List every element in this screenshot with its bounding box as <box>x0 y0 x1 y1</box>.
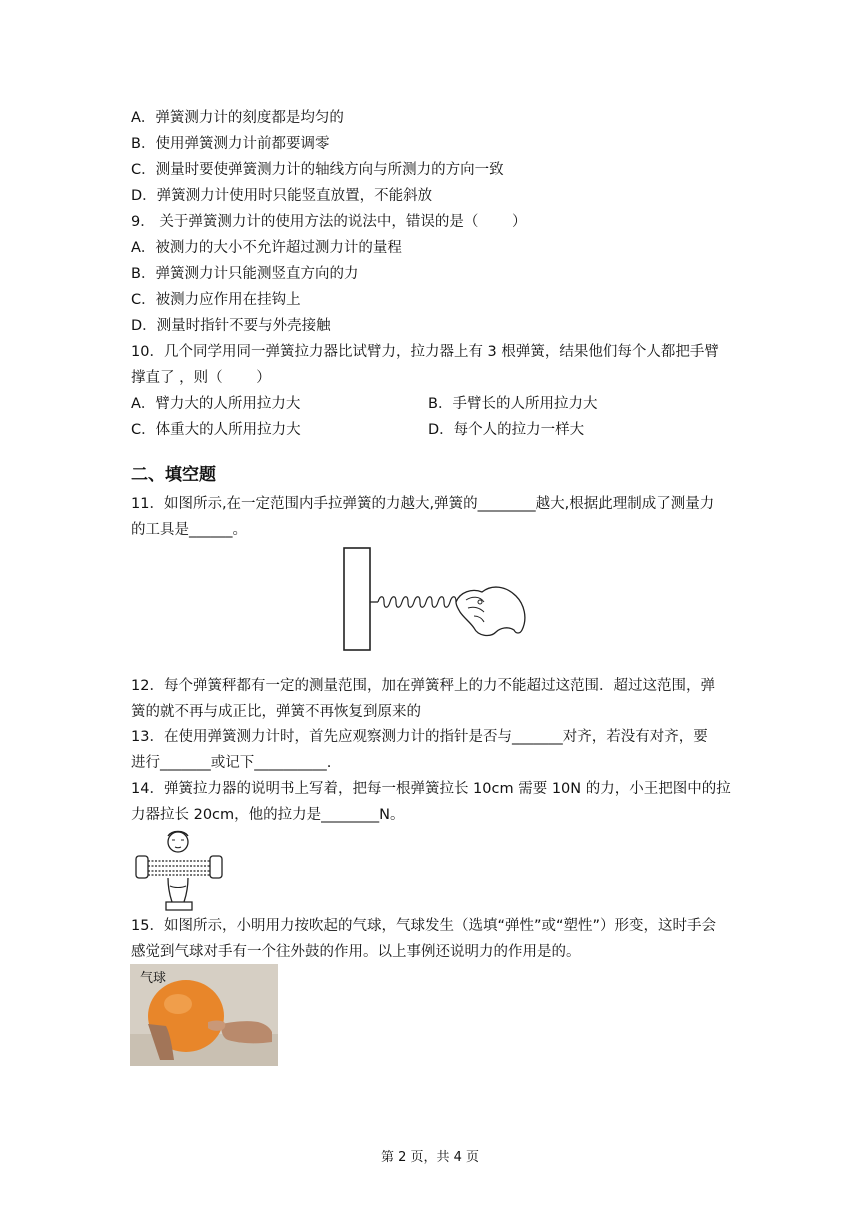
q8-option-c: C．测量时要使弹簧测力计的轴线方向与所测力的方向一致 <box>131 162 504 178</box>
q14-line1: 14．弹簧拉力器的说明书上写着，把每一根弹簧拉长 10cm 需要 10N 的力，小王把图中的拉 <box>131 781 731 797</box>
page-footer: 第 2 页，共 4 页 <box>380 1150 480 1165</box>
q10-stem-line1: 10．几个同学用同一弹簧拉力器比试臂力，拉力器上有 3 根弹簧，结果他们每个人都把手臂 <box>131 344 719 360</box>
spring-expander-figure <box>130 828 228 914</box>
q8-option-d: D．弹簧测力计使用时只能竖直放置，不能斜放 <box>131 188 433 204</box>
q10-option-a: A．臂力大的人所用拉力大 <box>131 396 301 412</box>
q15-line1: 15．如图所示，小明用力按吹起的气球，气球发生（选填“弹性”或“塑性”）形变，这时手会 <box>131 918 716 934</box>
q8-option-b: B．使用弹簧测力计前都要调零 <box>131 136 330 152</box>
q13-line2: 进行_______或记下__________. <box>131 755 332 771</box>
q14-line2: 力器拉长 20cm，他的拉力是________N。 <box>131 807 405 823</box>
q15-line2: 感觉到气球对手有一个往外鼓的作用。以上事例还说明力的作用是的。 <box>131 944 581 960</box>
q12-line2: 簧的就不再与成正比，弹簧不再恢复到原来的 <box>131 704 421 720</box>
q10-option-b: B．手臂长的人所用拉力大 <box>428 396 598 412</box>
q9-option-d: D．测量时指针不要与外壳接触 <box>131 318 331 334</box>
balloon-label: 气球 <box>140 971 167 986</box>
q9-option-a: A．被测力的大小不允许超过测力计的量程 <box>131 240 402 256</box>
q10-option-d: D．每个人的拉力一样大 <box>428 422 585 438</box>
q9-option-c: C．被测力应作用在挂钩上 <box>131 292 301 308</box>
q12-line1: 12．每个弹簧秤都有一定的测量范围，加在弹簧秤上的力不能超过这范围．超过这范围，弹 <box>131 678 715 694</box>
q9-stem: 9． 关于弹簧测力计的使用方法的说法中，错误的是（ ） <box>131 214 527 230</box>
q10-stem-line2: 撑直了 ，则（ ） <box>131 370 271 386</box>
balloon-photo <box>130 964 278 1066</box>
q13-line1: 13．在使用弹簧测力计时，首先应观察测力计的指针是否与_______对齐，若没有对齐，要 <box>131 729 708 745</box>
q11-line1: 11．如图所示,在一定范围内手拉弹簧的力越大,弹簧的________越大,根据此理制成了测量力 <box>131 496 715 512</box>
q8-option-a: A．弹簧测力计的刻度都是均匀的 <box>131 110 344 126</box>
spring-hand-figure <box>340 546 530 654</box>
q10-option-c: C．体重大的人所用拉力大 <box>131 422 301 438</box>
section-title: 二、填空题 <box>131 465 216 485</box>
q11-line2: 的工具是______。 <box>131 522 247 538</box>
q9-option-b: B．弹簧测力计只能测竖直方向的力 <box>131 266 359 282</box>
